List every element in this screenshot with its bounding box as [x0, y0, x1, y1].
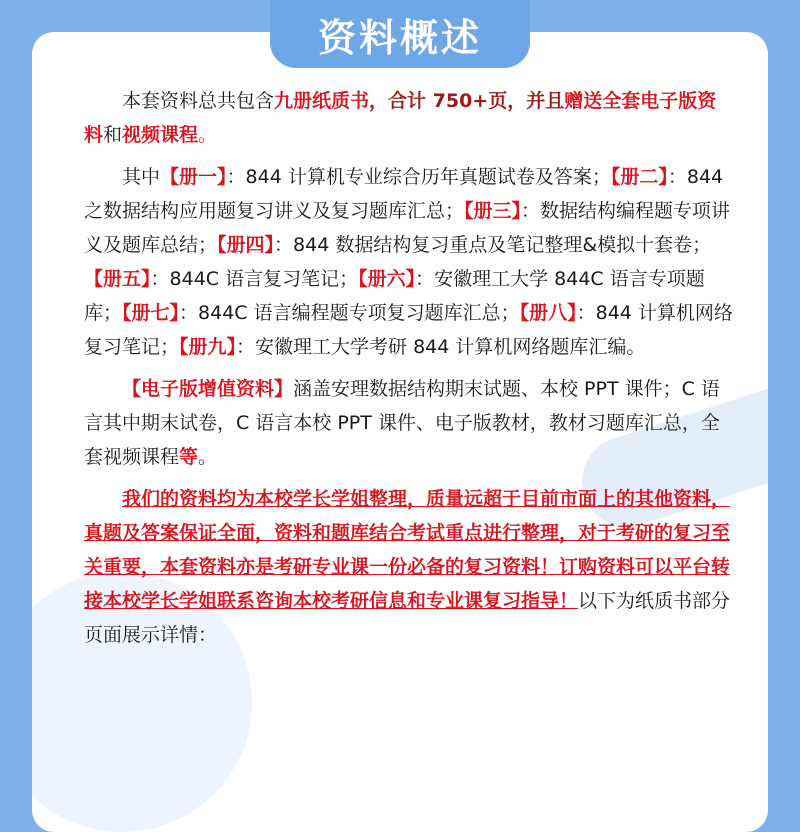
ebook-label: 【电子版增值资料】	[122, 378, 294, 400]
volume-2-text: ：844 之数据结构应用题复习讲义及复习题库汇总；	[84, 166, 724, 222]
volume-1-text: ：844 计算机专业综合历年真题试卷及答案；	[226, 166, 611, 188]
document-body	[84, 84, 734, 652]
preview-note: 以下为纸质书部分页面展示详情：	[84, 590, 731, 646]
ebook-etc: 等	[179, 446, 199, 468]
volume-7-text: ：844C 语言编程题专项复习题库汇总；	[179, 302, 520, 324]
volume-2-label: 【册二】	[610, 166, 668, 188]
volume-6-text: ：安徽理工大学 844C 语言专项题库；	[84, 268, 705, 324]
title-banner	[270, 0, 530, 68]
volume-4-label: 【册四】	[217, 234, 275, 256]
volume-7-label: 【册七】	[122, 302, 180, 324]
paragraph-quality	[84, 482, 734, 652]
volume-5-text: ：844C 语言复习笔记；	[150, 268, 359, 290]
summary-text: 本套资料总共包含	[122, 90, 275, 112]
paragraph-ebook	[84, 372, 734, 474]
paragraph-volumes	[84, 160, 734, 364]
volumes-intro: 其中	[122, 166, 161, 188]
paragraph-summary	[84, 84, 734, 152]
volume-8-label: 【册八】	[519, 302, 577, 324]
volume-6-label: 【册六】	[358, 268, 416, 290]
volume-9-text: ：安徽理工大学考研 844 计算机网络题库汇编。	[236, 336, 646, 358]
highlight-video: 视频课程	[122, 124, 199, 146]
volume-3-label: 【册三】	[464, 200, 522, 222]
volume-3-text: ：数据结构编程题专项讲义及题库总结；	[84, 200, 731, 256]
ebook-end: 。	[198, 446, 218, 468]
highlight-ebook: 赠送全套电子版资料	[84, 90, 717, 146]
ebook-text: 涵盖安理数据结构期末试题、本校 PPT 课件；C 语言其中期末试卷，C 语言本校 PPT 课件、电子版教材，教材习题库汇总，全套视频课程	[84, 378, 720, 468]
summary-end: 。	[198, 124, 218, 146]
volume-5-label: 【册五】	[84, 268, 151, 290]
highlight-books: 九册纸质书	[274, 90, 370, 112]
volume-1-label: 【册一】	[160, 166, 227, 188]
volume-9-label: 【册九】	[179, 336, 237, 358]
quality-statement: 我们的资料均为本校学长学姐整理，质量远超于目前市面上的其他资料，真题及答案保证全面，资料和题库结合考试重点进行整理，对于考研的复习至关重要，本套资料亦是考研专业课一份必备的复习资料！订购资料可以平台转接本校学长学姐联系咨询本校考研信息和专业课复习指导！	[84, 488, 731, 612]
volume-8-text: ：844 计算机网络复习笔记；	[84, 302, 733, 358]
summary-and: 和	[103, 124, 123, 146]
page-title: 资料概述	[317, 15, 482, 60]
summary-pages: ，合计 750+页，并且	[369, 90, 565, 112]
volume-4-text: ：844 数据结构复习重点及笔记整理&模拟十套卷；	[274, 234, 712, 256]
